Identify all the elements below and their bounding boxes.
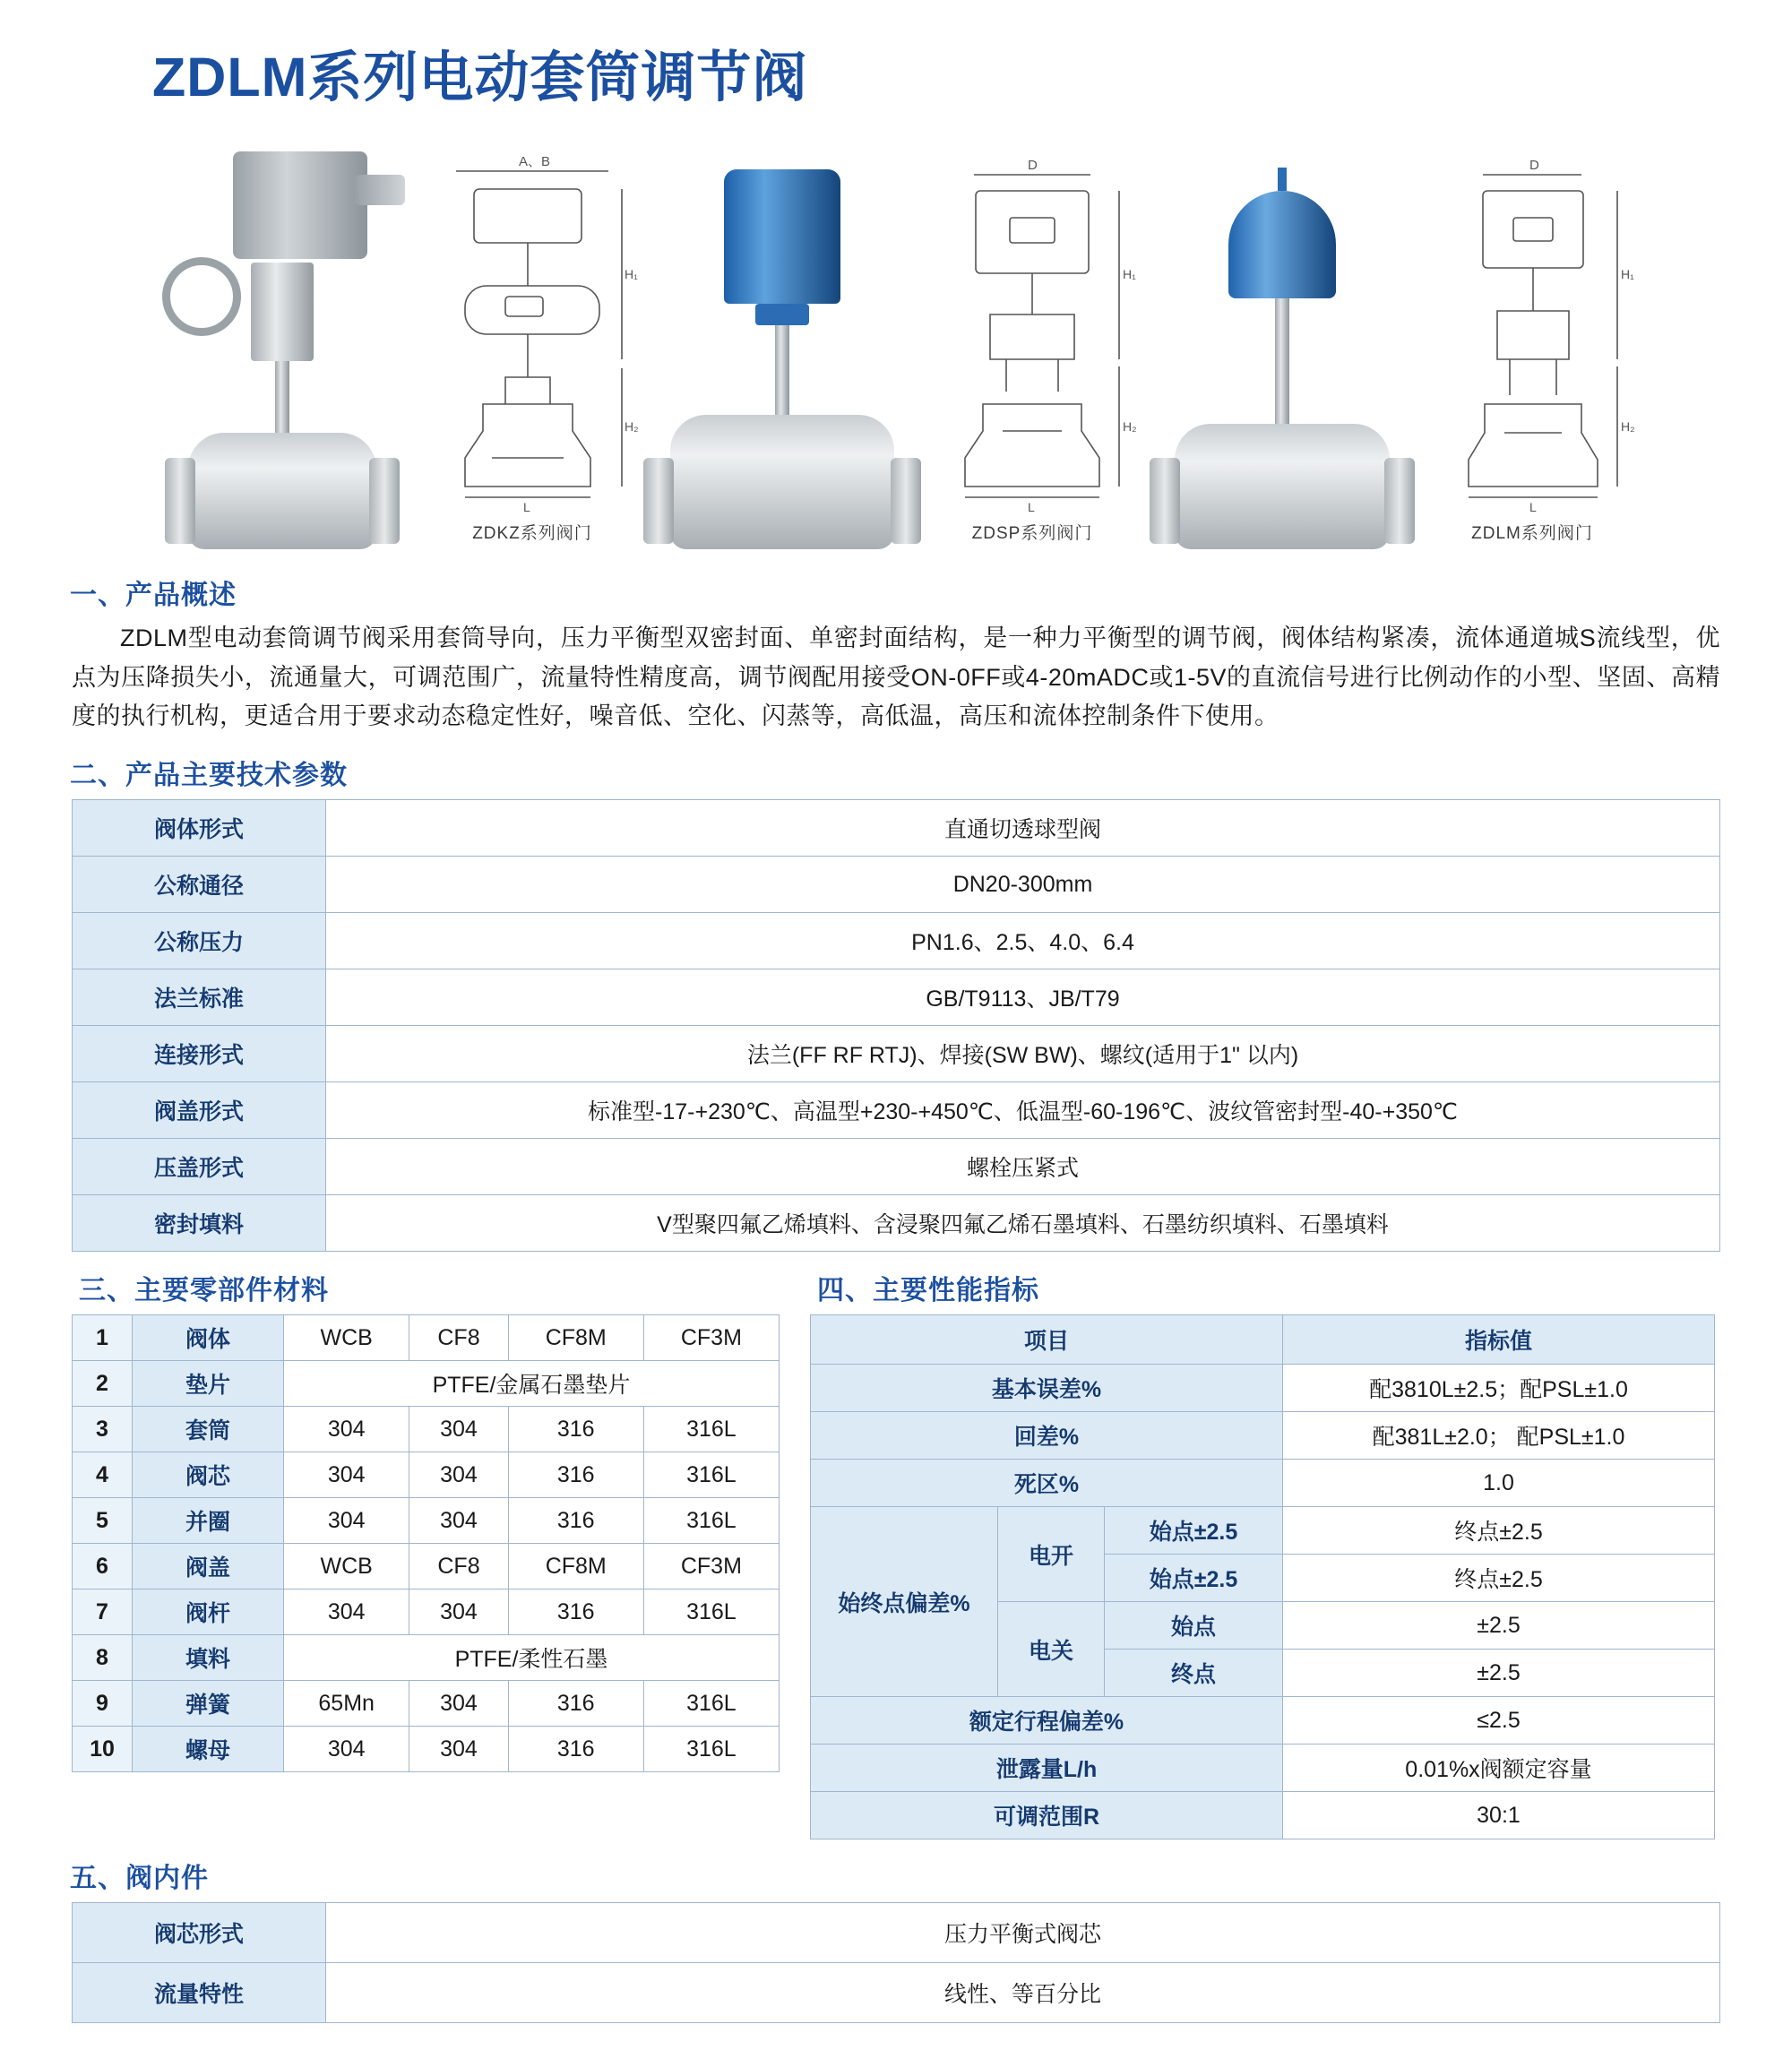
row-index: 9 [73, 1681, 133, 1727]
table-row [73, 1082, 1720, 1139]
param-label: 阀盖形式 [73, 1082, 326, 1139]
table-row [73, 800, 1720, 857]
svg-text:H₂: H₂ [1123, 419, 1137, 434]
material-cell: 304 [409, 1452, 508, 1498]
param-value: DN20-300mm [326, 857, 1720, 913]
page-title: ZDLM系列电动套筒调节阀 [152, 47, 808, 108]
table-row [73, 1544, 780, 1589]
table-row [73, 1452, 780, 1498]
perf-value: 终点±2.5 [1283, 1507, 1715, 1555]
table-row [811, 1412, 1715, 1460]
material-cell: 304 [409, 1407, 508, 1452]
part-name: 并圈 [133, 1498, 284, 1544]
perf-value: ≤2.5 [1283, 1697, 1715, 1745]
perf-mode: 电关 [998, 1602, 1105, 1697]
material-cell: 316L [643, 1727, 779, 1772]
photo-valve-grey-handwheel [148, 126, 417, 556]
param-label: 公称通径 [73, 857, 326, 913]
part-name: 阀盖 [133, 1544, 284, 1589]
row-index: 8 [73, 1635, 133, 1681]
svg-text:L: L [523, 500, 530, 514]
param-value: 直通切透球型阀 [326, 800, 1720, 857]
row-index: 2 [73, 1361, 133, 1407]
material-cell: 304 [284, 1498, 409, 1544]
table-row [73, 969, 1720, 1026]
table-row [73, 1498, 780, 1544]
param-value: 标准型-17-+230℃、高温型+230-+450℃、低温型-60-196℃、波纹管密封型-40-+350℃ [326, 1082, 1720, 1139]
drawing-caption: ZDSP系列阀门 [971, 524, 1093, 543]
param-label: 密封填料 [73, 1195, 326, 1252]
trim-label: 阀芯形式 [73, 1903, 326, 1963]
material-cell: 304 [284, 1407, 409, 1452]
perf-value: 30:1 [1283, 1792, 1715, 1839]
trim-value: 线性、等百分比 [326, 1963, 1720, 2023]
overview-paragraph: ZDLM型电动套筒调节阀采用套筒导向，压力平衡型双密封面、单密封面结构，是一种力平衡型的调节阀，阀体结构紧凑，流体通道城S流线型，优点为压降损失小，流通量大，可调范围广，流量特性精度高，调节阀配用接受ON-0FF或4-20mADC或1-5V的直流信号进行比例动作的小型、坚固、高精度的执行机构，更适合用于要求动态稳定性好，噪音低、空化、闪蒸等，高低温，高压和流体控制条件下使用。 [72, 625, 1720, 730]
perf-point: 终点 [1105, 1650, 1283, 1697]
handwheel-icon [162, 257, 241, 336]
section-heading-materials: 三、主要零部件材料 [79, 1276, 329, 1306]
table-row [73, 1195, 1720, 1252]
material-cell: WCB [284, 1544, 409, 1589]
svg-text:A、B: A、B [519, 154, 551, 169]
svg-text:L: L [1028, 500, 1035, 514]
param-value: 法兰(FF RF RTJ)、焊接(SW BW)、螺纹(适用于1" 以内) [326, 1026, 1720, 1082]
material-cell: 316L [643, 1452, 779, 1498]
perf-point: 始点±2.5 [1105, 1507, 1283, 1555]
product-image-row [63, 117, 1729, 556]
material-cell: CF8M [508, 1544, 643, 1589]
section-heading-params: 二、产品主要技术参数 [70, 761, 348, 791]
material-cell: 316 [508, 1407, 643, 1452]
material-cell: 316 [508, 1589, 643, 1635]
material-cell: CF8M [508, 1315, 643, 1361]
material-cell: 316 [508, 1498, 643, 1544]
trim-value: 压力平衡式阀芯 [326, 1903, 1720, 1963]
table-row [811, 1697, 1715, 1745]
table-row [73, 857, 1720, 913]
material-cell: 316L [643, 1407, 779, 1452]
section-heading-performance: 四、主要性能指标 [817, 1276, 1039, 1306]
perf-item: 泄露量L/h [811, 1745, 1283, 1792]
table-row [811, 1365, 1715, 1412]
table-row [73, 1903, 1720, 1963]
table-row [73, 1681, 780, 1727]
material-cell: 304 [409, 1727, 508, 1772]
material-cell: CF8 [409, 1544, 508, 1589]
table-row [73, 1026, 1720, 1082]
row-index: 3 [73, 1407, 133, 1452]
svg-text:L: L [1529, 500, 1537, 514]
table-row [73, 1635, 780, 1681]
param-label: 阀体形式 [73, 800, 326, 857]
perf-item: 始终点偏差% [811, 1507, 998, 1697]
table-row [73, 1139, 1720, 1195]
part-name: 弹簧 [133, 1681, 284, 1727]
performance-table [810, 1314, 1715, 1839]
material-cell: CF8 [409, 1315, 508, 1361]
part-name: 套筒 [133, 1407, 284, 1452]
param-label: 公称压力 [73, 913, 326, 969]
drawing-zdlm [1420, 126, 1644, 556]
table-row [73, 1963, 1720, 2023]
table-row [73, 1727, 780, 1772]
part-name: 螺母 [133, 1727, 284, 1772]
drawing-caption: ZDKZ系列阀门 [472, 524, 592, 543]
trim-table [72, 1902, 1720, 2023]
svg-text:H₁: H₁ [1123, 267, 1136, 281]
perf-value: ±2.5 [1283, 1602, 1715, 1650]
material-cell: 316L [643, 1589, 779, 1635]
table-row [811, 1507, 1715, 1555]
section-heading-overview: 一、产品概述 [70, 581, 237, 610]
row-index: 1 [73, 1315, 133, 1361]
drawing-zdsp [920, 126, 1144, 556]
table-row [811, 1745, 1715, 1792]
table-row [73, 1407, 780, 1452]
material-cell: PTFE/金属石墨垫片 [284, 1361, 780, 1407]
material-cell: 304 [284, 1452, 409, 1498]
material-cell: 316 [508, 1452, 643, 1498]
part-name: 阀体 [133, 1315, 284, 1361]
material-cell: 304 [409, 1498, 508, 1544]
material-cell: PTFE/柔性石墨 [284, 1635, 780, 1681]
perf-item: 死区% [811, 1460, 1283, 1507]
params-table [72, 799, 1720, 1252]
svg-text:H₂: H₂ [1621, 419, 1635, 434]
param-value: V型聚四氟乙烯填料、含浸聚四氟乙烯石墨填料、石墨纺织填料、石墨填料 [326, 1195, 1720, 1252]
photo-valve-blue-round [1148, 126, 1417, 556]
part-name: 阀杆 [133, 1589, 284, 1635]
table-row [73, 913, 1720, 969]
svg-text:H₁: H₁ [625, 267, 638, 281]
material-cell: 316L [643, 1681, 779, 1727]
svg-text:D: D [1028, 158, 1038, 173]
param-label: 压盖形式 [73, 1139, 326, 1195]
material-cell: WCB [284, 1315, 409, 1361]
perf-value: 终点±2.5 [1283, 1555, 1715, 1602]
perf-header-value: 指标值 [1283, 1315, 1715, 1365]
photo-valve-blue-tall [648, 126, 917, 556]
material-cell: 304 [284, 1727, 409, 1772]
drawing-caption: ZDLM系列阀门 [1471, 524, 1593, 543]
perf-value: 配381L±2.0； 配PSL±1.0 [1283, 1412, 1715, 1460]
material-cell: 304 [284, 1589, 409, 1635]
row-index: 6 [73, 1544, 133, 1589]
param-value: 螺栓压紧式 [326, 1139, 1720, 1195]
svg-text:D: D [1529, 158, 1539, 173]
table-header-row [811, 1315, 1715, 1365]
material-cell: 304 [409, 1589, 508, 1635]
row-index: 4 [73, 1452, 133, 1498]
drawing-zdkz [420, 126, 644, 556]
svg-text:H₁: H₁ [1621, 267, 1634, 281]
perf-item: 基本误差% [811, 1365, 1283, 1412]
param-label: 法兰标准 [73, 969, 326, 1026]
material-cell: 316 [508, 1681, 643, 1727]
material-cell: 316 [508, 1727, 643, 1772]
material-cell: CF3M [643, 1544, 779, 1589]
table-row [811, 1460, 1715, 1507]
row-index: 5 [73, 1498, 133, 1544]
row-index: 10 [73, 1727, 133, 1772]
table-row [811, 1792, 1715, 1839]
perf-item: 额定行程偏差% [811, 1697, 1283, 1745]
param-value: GB/T9113、JB/T79 [326, 969, 1720, 1026]
section-heading-trim: 五、阀内件 [70, 1864, 209, 1894]
perf-value: 0.01%x阀额定容量 [1283, 1745, 1715, 1792]
perf-mode: 电开 [998, 1507, 1105, 1602]
perf-point: 始点±2.5 [1105, 1555, 1283, 1602]
param-value: PN1.6、2.5、4.0、6.4 [326, 913, 1720, 969]
material-cell: 304 [409, 1681, 508, 1727]
table-row [73, 1361, 780, 1407]
perf-value: ±2.5 [1283, 1650, 1715, 1697]
material-cell: CF3M [643, 1315, 779, 1361]
table-row [73, 1589, 780, 1635]
svg-text:H₂: H₂ [625, 419, 639, 434]
table-row [73, 1315, 780, 1361]
part-name: 阀芯 [133, 1452, 284, 1498]
material-cell: 316L [643, 1498, 779, 1544]
perf-item: 回差% [811, 1412, 1283, 1460]
row-index: 7 [73, 1589, 133, 1635]
materials-table [72, 1314, 780, 1772]
part-name: 填料 [133, 1635, 284, 1681]
param-label: 连接形式 [73, 1026, 326, 1082]
trim-label: 流量特性 [73, 1963, 326, 2023]
perf-header-item: 项目 [811, 1315, 1283, 1365]
perf-value: 配3810L±2.5；配PSL±1.0 [1283, 1365, 1715, 1412]
part-name: 垫片 [133, 1361, 284, 1407]
perf-item: 可调范围R [811, 1792, 1283, 1839]
material-cell: 65Mn [284, 1681, 409, 1727]
perf-point: 始点 [1105, 1602, 1283, 1650]
perf-value: 1.0 [1283, 1460, 1715, 1507]
